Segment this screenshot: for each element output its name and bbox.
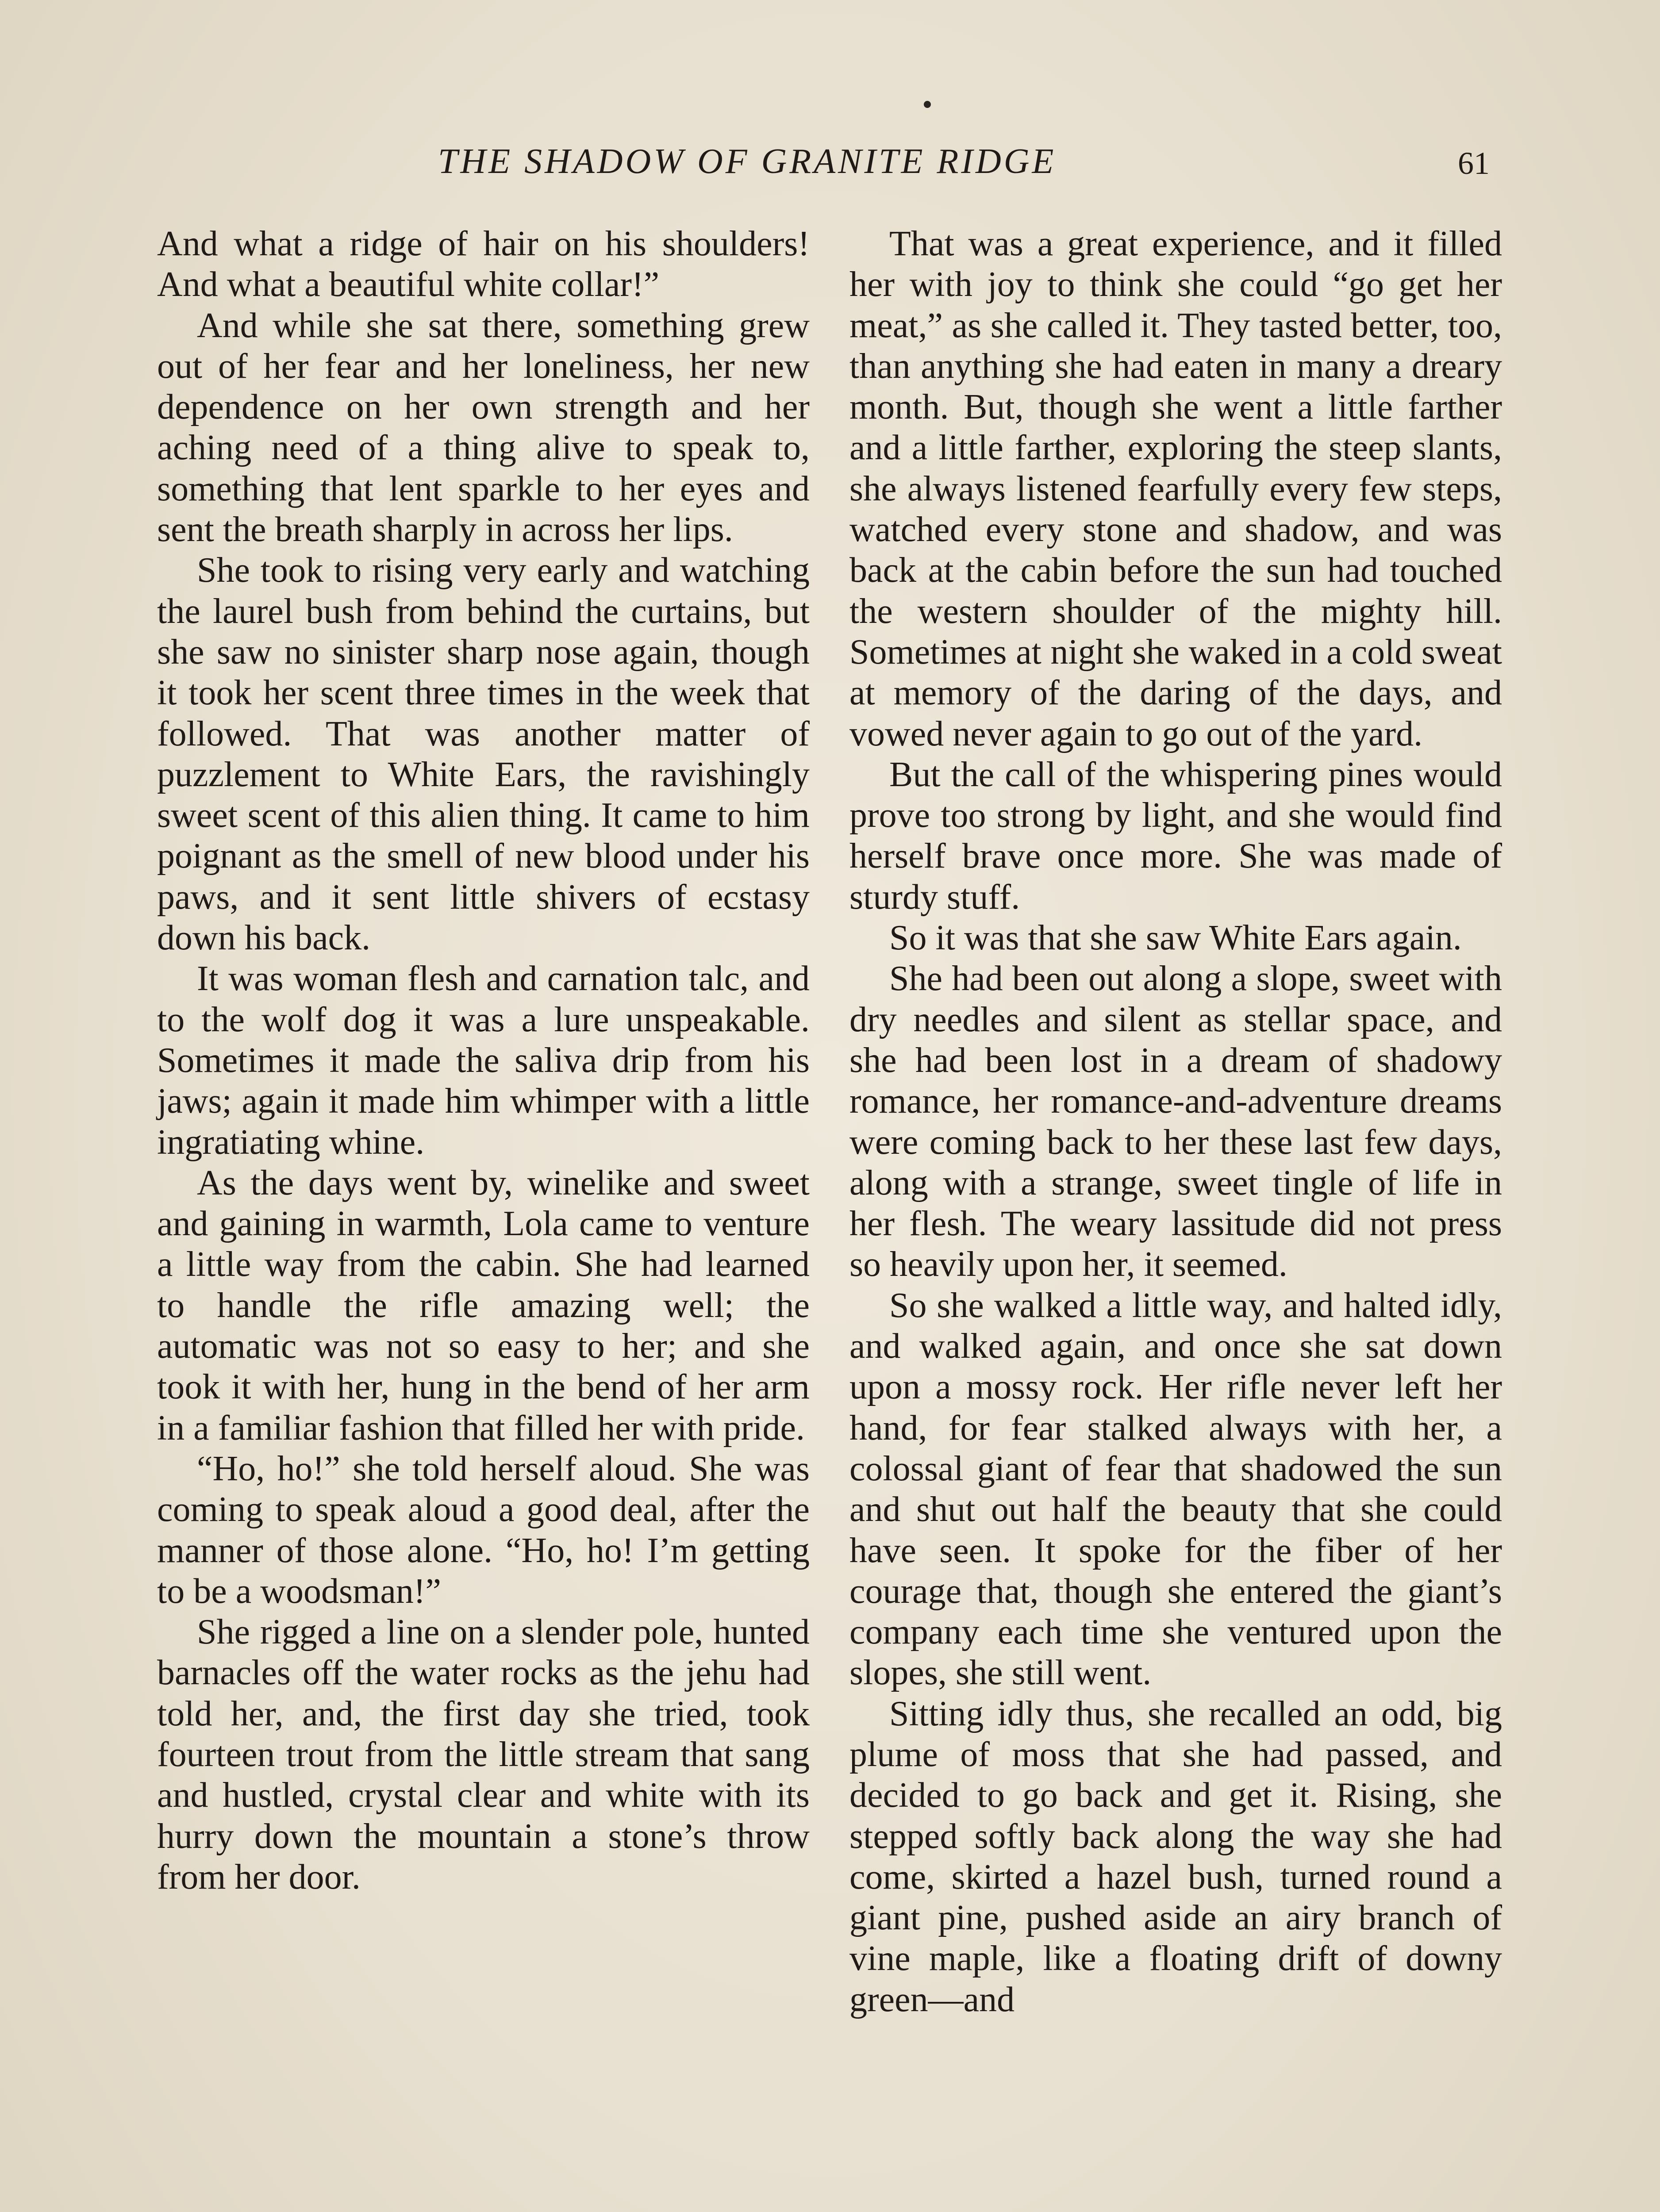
paragraph: She had been out along a slope, sweet with dry needles and silent as stellar space, and she had been lost in a dream of shadowy romance, her romance-and-adventure dreams were coming back to her these last few days, along with a strange, sweet tingle of life in her flesh. The weary lassitude did not press so heavily upon her, it seemed. — [849, 959, 1502, 1284]
left-column — [157, 223, 810, 1897]
running-head-title: THE SHADOW OF GRANITE RIDGE — [438, 142, 1057, 181]
paragraph: As the days went by, winelike and sweet and gaining in warmth, Lola came to venture a little way from the cabin. She had learned to handle the rifle amazing well; the automatic was not so easy to her; and she took it with her, hung in the bend of her arm in a familiar fashion that filled her with pride. — [157, 1163, 810, 1448]
running-head — [0, 142, 1660, 190]
paragraph: “Ho, ho!” she told herself aloud. She was coming to speak aloud a good deal, after the manner of those alone. “Ho, ho! I’m getting to be a woodsman!” — [157, 1449, 810, 1611]
paragraph: Sitting idly thus, she recalled an odd, big plume of moss that she had passed, and decided to go back and get it. Rising, she stepped softly back along the way she had come, skirted a hazel bush, turned round a giant pine, pushed aside an airy branch of vine maple, like a floating drift of downy green—and — [849, 1694, 1502, 2019]
paragraph: That was a great experience, and it filled her with joy to think she could “go get her meat,” as she called it. They tasted better, too, than anything she had eaten in many a dreary month. But, though she went a little farther and a little farther, exploring the steep slants, she always listened fearfully every few steps, watched every stone and shadow, and was back at the cabin before the sun had touched the western shoulder of the mighty hill. Sometimes at night she waked in a cold sweat at memory of the daring of the days, and vowed never again to go out of the yard. — [849, 224, 1502, 753]
paragraph: So it was that she saw White Ears again. — [889, 918, 1462, 958]
page-number: 61 — [1458, 146, 1490, 181]
right-column — [849, 223, 1502, 2020]
paragraph: And what a ridge of hair on his shoulders! And what a beautiful white collar!” — [157, 224, 810, 304]
paragraph: And while she sat there, something grew out of her fear and her loneliness, her new dependence on her own strength and her aching need of a thing alive to speak to, something that lent sparkle to her eyes and sent the breath sharply in across her lips. — [157, 306, 810, 549]
paragraph: But the call of the whispering pines would prove too strong by light, and she would find herself brave once more. She was made of sturdy stuff. — [849, 755, 1502, 917]
paragraph: She took to rising very early and watching the laurel bush from behind the curtains, but she saw no sinister sharp nose again, though it took her scent three times in the week that followed. That was another matter of puzzlement to White Ears, the ravishingly sweet scent of this alien thing. It came to him poignant as the smell of new blood under his paws, and it sent little shivers of ecstasy down his back. — [157, 551, 810, 958]
printer-mark — [924, 101, 931, 108]
paragraph: So she walked a little way, and halted idly, and walked again, and once she sat down upon a mossy rock. Her rifle never left her hand, for fear stalked always with her, a colossal giant of fear that shadowed the sun and shut out half the beauty that she could have seen. It spoke for the fiber of her courage that, though she entered the giant’s company each time she ventured upon the slopes, she still went. — [849, 1286, 1502, 1693]
paragraph: It was woman flesh and carnation talc, and to the wolf dog it was a lure unspeakable. Sometimes it made the saliva drip from his jaws; again it made him whimper with a little ingratiating whine. — [157, 959, 810, 1162]
paragraph: She rigged a line on a slender pole, hunted barnacles off the water rocks as the jehu had told her, and, the first day she tried, took fourteen trout from the little stream that sang and hustled, crystal clear and white with its hurry down the mountain a stone’s throw from her door. — [157, 1613, 810, 1897]
